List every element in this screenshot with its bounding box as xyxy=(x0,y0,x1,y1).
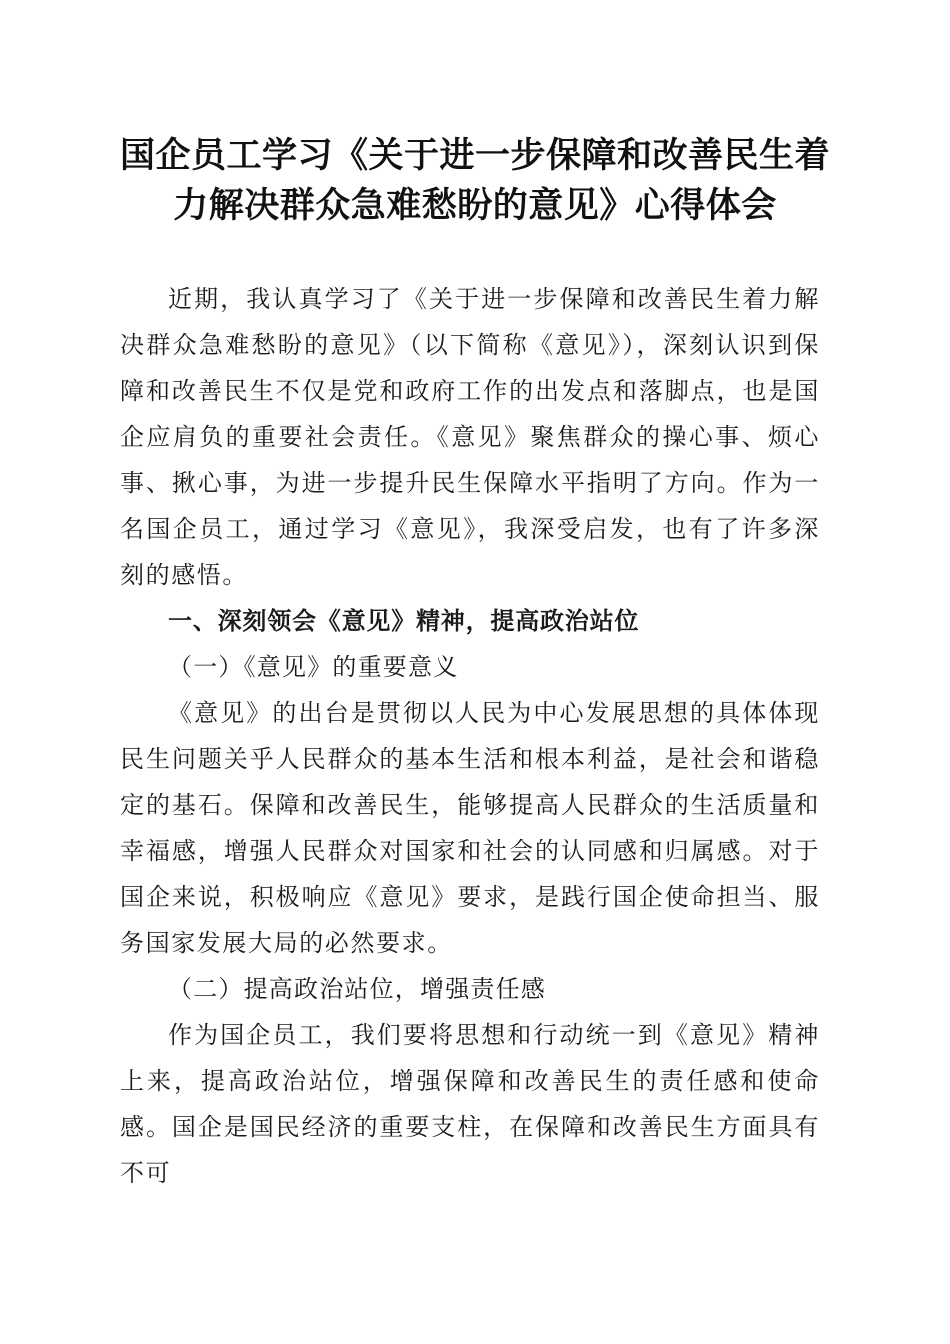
paragraph-significance: 《意见》的出台是贯彻以人民为中心发展思想的具体体现民生问题关乎人民群众的基本生活和根本利益，是社会和谐稳定的基石。保障和改善民生，能够提高人民群众的生活质量和幸福感，增强人民群众对国家和社会的认同感和归属感。对于国企来说，积极响应《意见》要求，是践行国企使命担当、服务国家发展大局的必然要求。 xyxy=(120,699,820,957)
document-body xyxy=(120,276,820,1196)
document-title xyxy=(100,131,850,231)
title-line-2: 力解决群众急难愁盼的意见》心得体会 xyxy=(173,185,777,226)
subsection-heading-1-1: （一）《意见》的重要意义 xyxy=(168,653,459,681)
section-heading-1: 一、深刻领会《意见》精神，提高政治站位 xyxy=(168,607,640,635)
title-line-1: 国企员工学习《关于进一步保障和改善民生着 xyxy=(119,135,830,176)
subsection-heading-1-2: （二）提高政治站位，增强责任感 xyxy=(168,975,546,1003)
paragraph-intro: 近期，我认真学习了《关于进一步保障和改善民生着力解决群众急难愁盼的意见》（以下简称《意见》），深刻认识到保障和改善民生不仅是党和政府工作的出发点和落脚点，也是国企应肩负的重要社会责任。《意见》聚焦群众的操心事、烦心事、揪心事，为进一步提升民生保障水平指明了方向。作为一名国企员工，通过学习《意见》，我深受启发，也有了许多深刻的感悟。 xyxy=(120,285,820,589)
paragraph-political-stance: 作为国企员工，我们要将思想和行动统一到《意见》精神上来，提高政治站位，增强保障和改善民生的责任感和使命感。国企是国民经济的重要支柱，在保障和改善民生方面具有不可 xyxy=(120,1021,820,1187)
